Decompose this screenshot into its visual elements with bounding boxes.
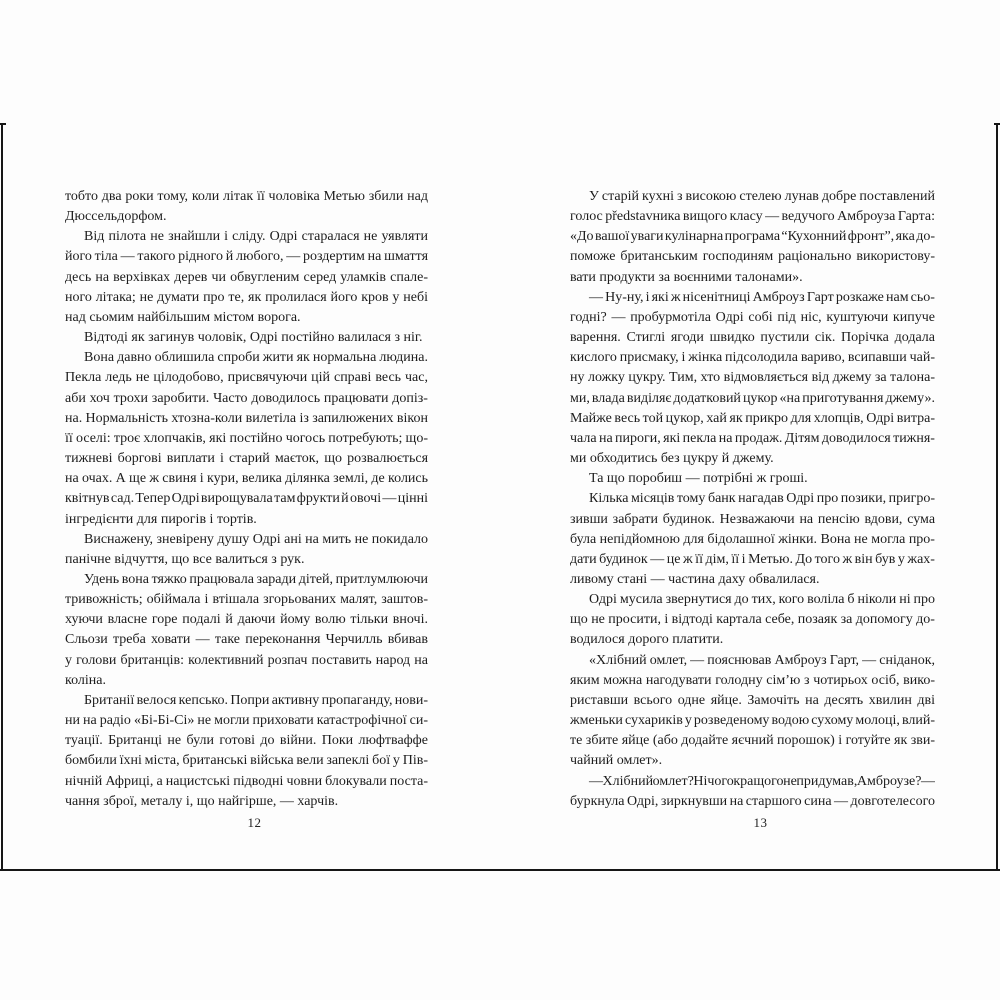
text-line: у голови британців: колективний розпач поставить народ на [65,652,428,668]
text-line: жменьки сухариків у розведеному водою сухому молоці, влий- [570,713,935,729]
text-line: Та що поробиш — потрібні ж гроші. [589,471,808,487]
text-line: Удень вона тяжко працювала заради дітей, притлумлюючи [84,571,428,587]
text-line: ного літака; не думати про те, як пролилася його кров у небі [65,289,428,305]
text-line: інгредієнти для пирогів і тортів. [65,511,257,527]
text-line: його тіла — такого рідного й любого, — роздертим на шмаття [65,249,428,265]
text-line: нічній Африці, а нацистські підводні човни блокували поста- [65,773,428,789]
text-line: кислого присмаку, і жінка підсолодила вариво, всипавши чай- [570,350,935,366]
text-line: ми, влада виділяє додатковий цукор «на приготування джему». [570,390,935,406]
text-line: яким можна нагодувати голодну сім’ю з чотирьох осіб, вико- [570,672,935,688]
text-line: ни на радіо «Бі-Бі-Сі» не могли приховати катастрофічної си- [65,713,428,729]
text-line: на очах. А ще ж свиня і кури, велика ділянка землі, де колись [65,471,428,487]
text-line: Кілька місяців тому банк нагадав Одрі про позики, пригро- [589,491,935,507]
text-line: голос představника вищого класу — ведучого Амброуза Гарта: [570,209,935,225]
text-line: чайний омлет». [570,753,663,769]
text-line: тобто два роки тому, коли літак її чоловіка Метью збили над [65,189,428,204]
page-number-right: 13 [753,815,768,830]
text-line: Британії велося кепсько. Попри активну пропаганду, нови- [84,692,428,708]
text-line: годні? — пробурмотіла Одрі собі під ніс, куштуючи кипуче [570,309,935,325]
text-line: коліна. [65,672,106,688]
text-line: У старій кухні з високою стелею лунав добре поставлений [589,189,935,204]
text-line: водилося дорого платити. [570,632,724,648]
text-line: вати продукти за воєнними талонами». [570,269,803,285]
text-line: буркнула Одрі, зиркнувши на старшого сина — довготелесого [570,793,935,809]
text-line: хуючи власне горе подалі й даючи йому волю тільки вночі. [65,612,428,628]
text-line: бомбили їхні міста, британські війська вели запеклі бої у Пів- [65,753,428,769]
page-left-text [65,187,428,812]
text-line: десь на верхівках дерев чи обвугленим серед уламків спале- [65,269,428,285]
text-line: — Хлібний омлет? Нічого кращого не придумав, Амброузе? — [589,773,935,789]
text-line: «Хлібний омлет, — пояснював Амброуз Гарт, — сніданок, [589,652,935,668]
text-line: риставши всього одне яйце. Замочіть на десять хвилин дві [570,692,935,708]
text-line: тривожність; обіймала і втішала згорьованих малят, заштов- [65,592,428,608]
scan-border-top-right-corner [994,123,1000,125]
text-line: ливому стані — частина даху обвалилася. [570,571,820,587]
text-line: туації. Британці не були готові до війни. Поки люфтваффе [65,733,428,749]
text-line: ну ложку цукру. Тим, хто відмовляється від джему за талона- [570,370,935,386]
scan-border-bottom [0,869,1000,871]
text-line: те збите яйце (або додайте яєчний порошок) і готуйте як зви- [570,733,935,749]
scan-border-right [996,123,998,871]
text-line: панічне відчуття, що все валиться з рук. [65,551,305,567]
text-line: Виснажену, зневірену душу Одрі ані на мить не покидало [84,531,428,547]
page-number-left: 12 [247,815,262,830]
text-line: варення. Стиглі ягоди швидко пустили сік. Порічка додала [570,330,935,346]
text-line: «До вашої уваги кулінарна програма “Кухонний фронт”, яка до- [570,229,935,245]
text-line: зивши забрати будинок. Незважаючи на пенсію вдови, сума [570,511,935,527]
text-line: Майже весь той цукор, хай як прикро для хлопців, Одрі витра- [570,410,935,426]
text-line: — Ну-ну, і які ж нісенітниці Амброуз Гарт розкаже нам сьо- [589,289,935,305]
text-line: тижневі боргові виплати і старий маєток, що розвалюється [65,451,428,467]
text-line: дати будинок — це ж її дім, її і Метью. До того ж він був у жах- [570,551,935,567]
text-line: її оселі: троє хлопчаків, які постійно чогось потребують; що- [65,430,428,446]
scan-border-top-left-corner [0,123,6,125]
page-right-text [570,187,935,812]
text-line: Відтоді як загинув чоловік, Одрі постійно валилася з ніг. [84,330,423,346]
text-line: Сльози треба ховати — таке переконання Черчилль вбивав [65,632,428,648]
text-line: що не просити, і відтоді картала себе, позаяк за допомогу до- [570,612,935,628]
text-line: на. Нормальність хтозна-коли вилетіла із запилюжених вікон [65,410,428,426]
text-line: Пекла ледь не цілодобово, присвячуючи цій справі весь час, [65,370,428,386]
scan-border-left [1,123,3,871]
text-line: квітнув сад. Тепер Одрі вирощувала там фрукти й овочі — цінні [65,491,428,507]
text-line: над сьомим найбільшим містом ворога. [65,309,301,325]
text-line: Дюссельдорфом. [65,209,167,225]
text-line: чала на пироги, які пекла на продаж. Дітям доводилося тижня- [570,430,935,446]
text-line: поможе британським господиням раціонально використову- [570,249,935,265]
text-line: аби хоч трохи заробити. Часто доводилось працювати допіз- [65,390,428,406]
text-line: чання зброї, металу і, що найгірше, — харчів. [65,793,339,809]
text-line: ми обходитись без цукру й джему. [570,451,774,467]
text-line: Від пілота не знайшли і сліду. Одрі старалася не уявляти [84,229,428,245]
text-line: Одрі мусила звернутися до тих, кого воліла б ніколи ні про [589,592,935,608]
text-line: Вона давно облишила спроби жити як нормальна людина. [84,350,428,366]
text-line: була непідйомною для бідолашної жінки. Вона не могла про- [570,531,935,547]
